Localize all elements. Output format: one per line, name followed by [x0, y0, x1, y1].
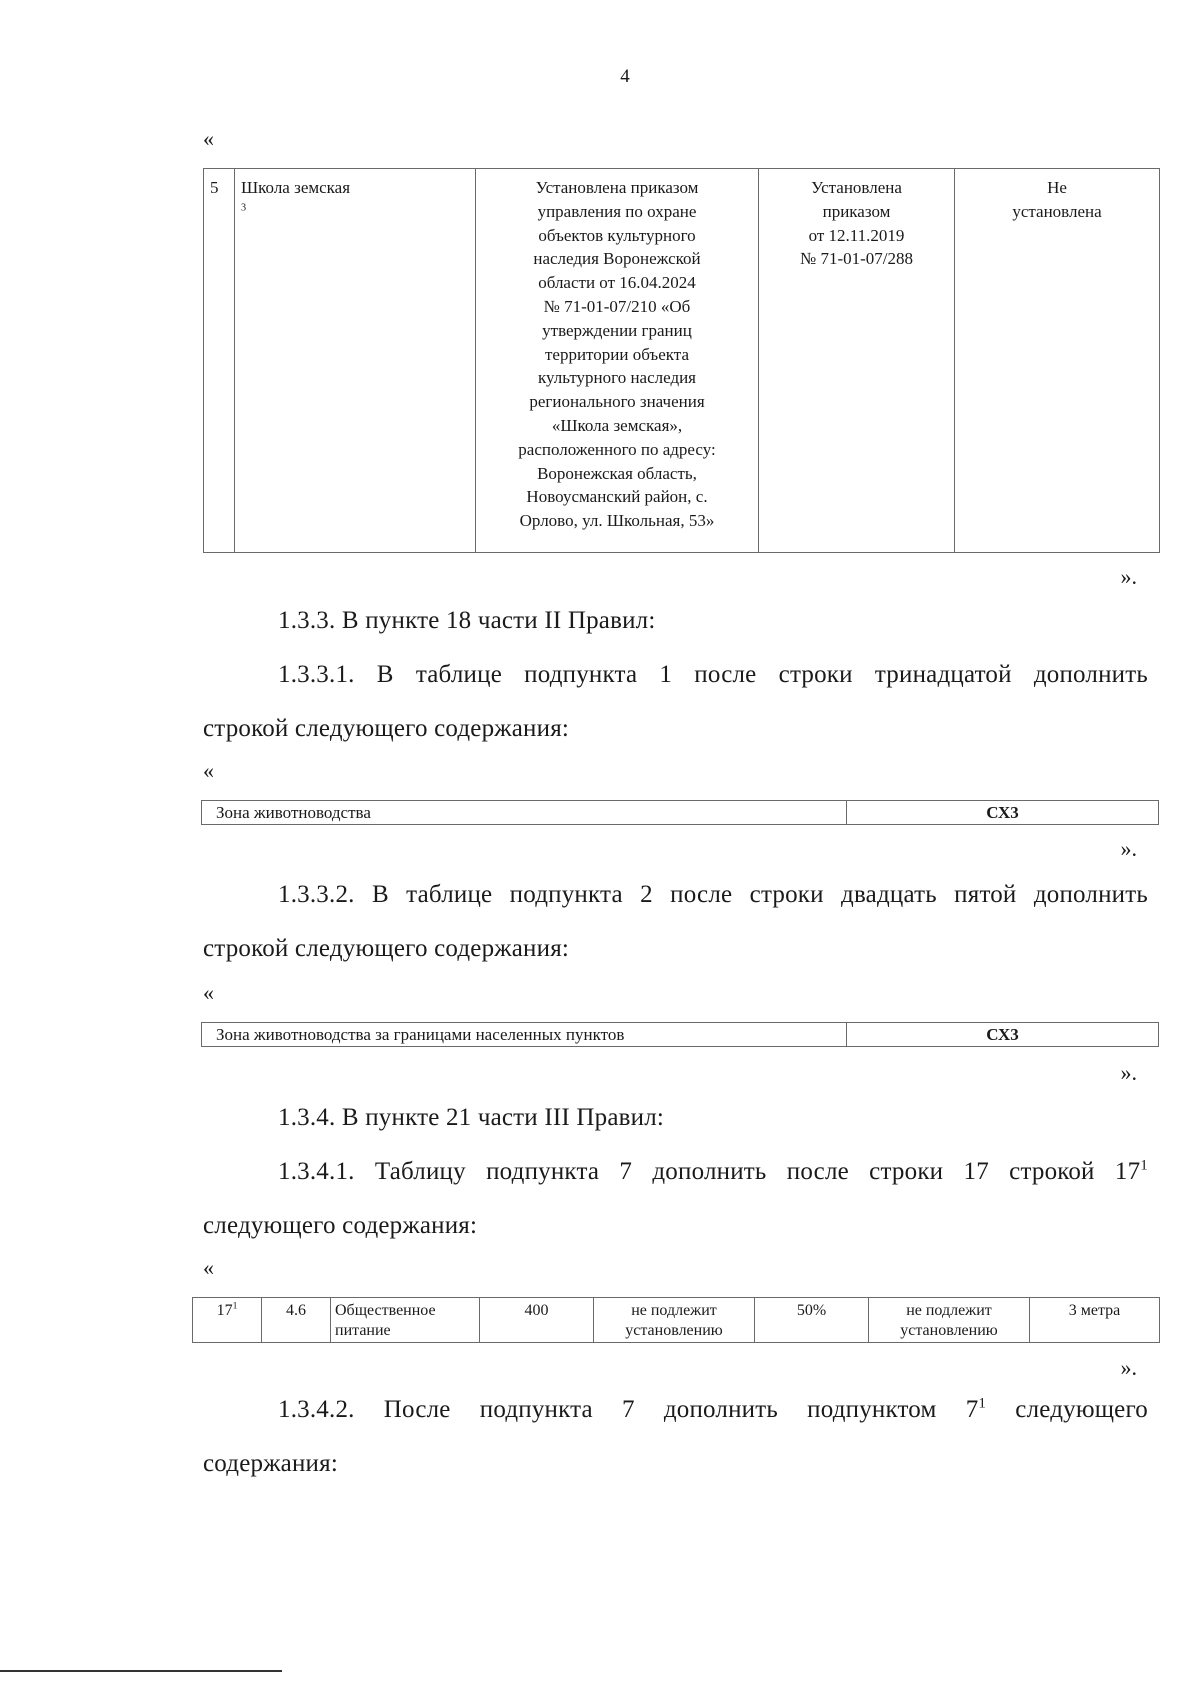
- footnote-separator: [0, 1670, 282, 1672]
- built-percent-cell: 50%: [755, 1298, 869, 1343]
- setback-cell: 3 метра: [1030, 1298, 1160, 1343]
- height-cell: не подлежит установлению: [869, 1298, 1030, 1343]
- quote-open: «: [203, 1255, 214, 1280]
- protection-subject-cell: Установлена приказом от 12.11.2019 № 71-01-07/288: [759, 169, 955, 553]
- table-row: [202, 801, 1159, 825]
- paragraph-1-3-4: 1.3.4. В пункте 21 части III Правил:: [278, 1104, 665, 1131]
- paragraph-1-3-3: 1.3.3. В пункте 18 части II Правил:: [278, 607, 656, 634]
- quote-open: «: [203, 980, 214, 1005]
- zone-name-cell: Зона животноводства за границами населенных пунктов: [202, 1023, 847, 1047]
- quote-open: «: [203, 126, 214, 151]
- zone-table-row: [201, 800, 1159, 825]
- table-row: [202, 1023, 1159, 1047]
- paragraph-1-3-3-2: 1.3.3.2. В таблице подпункта 2 после строки двадцать пятой дополнить строкой следующего содержания:: [203, 881, 1148, 962]
- territory-boundaries-cell: Установлена приказом управления по охране объектов культурного наследия Воронежской области от 16.04.2024 № 71-01-07/210 «Об утверждении границ территории объекта культурного наследия регионального значения «Школа земская», расположенного по адресу: Воронежская область, Новоусманский район, с. Орлово, ул. Школьная, 53»: [476, 169, 759, 553]
- min-area-cell: 400: [480, 1298, 594, 1343]
- zone-outside-table-row: [201, 1022, 1159, 1047]
- page-number: 4: [620, 66, 630, 87]
- table-row: [204, 169, 1160, 553]
- object-name-cell: Школа земская $^3$: [235, 169, 476, 553]
- quote-close: ».: [1120, 564, 1137, 589]
- use-code-cell: 4.6: [262, 1298, 331, 1343]
- paragraph-1-3-4-1: 1.3.4.1. Таблицу подпункта 7 дополнить после строки 17 строкой $17^1$ следующего содержания:: [203, 1157, 1148, 1239]
- zone-name-cell: Зона животноводства: [202, 801, 847, 825]
- row-number-cell: $17^1$: [193, 1298, 262, 1343]
- zone-code-cell: СХ3: [847, 801, 1159, 825]
- quote-close: ».: [1120, 836, 1137, 861]
- row-number-cell: 5: [204, 169, 235, 553]
- quote-close: ».: [1120, 1060, 1137, 1085]
- paragraph-1-3-3-1: 1.3.3.1. В таблице подпункта 1 после строки тринадцатой дополнить строкой следующего содержания:: [203, 661, 1148, 742]
- protection-zones-cell: Не установлена: [955, 169, 1160, 553]
- zone-code-cell: СХ3: [847, 1023, 1159, 1047]
- quote-open: «: [203, 758, 214, 783]
- quote-close: ».: [1120, 1355, 1137, 1380]
- table-row: [193, 1298, 1160, 1343]
- heritage-object-table: [203, 168, 1160, 553]
- paragraph-1-3-4-2: 1.3.4.2. После подпункта 7 дополнить подпунктом $7^1$ следующего содержания:: [203, 1395, 1148, 1477]
- use-name-cell: Общественное питание: [331, 1298, 480, 1343]
- max-area-cell: не подлежит установлению: [594, 1298, 755, 1343]
- land-use-table-row: [192, 1297, 1160, 1343]
